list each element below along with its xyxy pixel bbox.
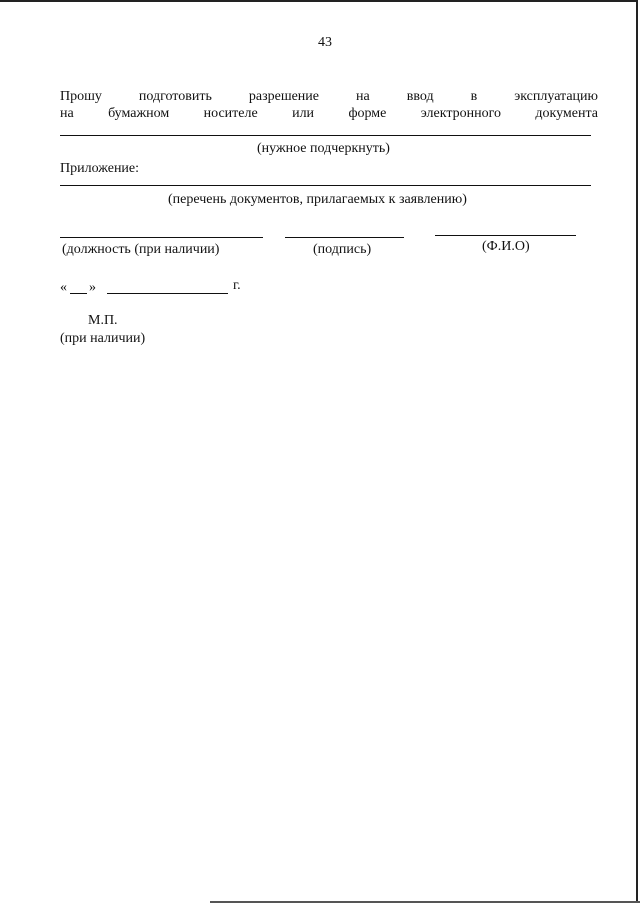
attachment-field[interactable] xyxy=(60,185,591,186)
request-word: эксплуатацию xyxy=(514,89,598,104)
date-close-quote: » xyxy=(89,280,96,295)
request-word: или xyxy=(292,106,315,121)
request-word: Прошу xyxy=(60,89,102,104)
stamp-label: М.П. xyxy=(88,313,118,328)
attachment-hint: (перечень документов, прилагаемых к заявлению) xyxy=(168,192,467,207)
request-word: ввод xyxy=(406,89,434,104)
name-field[interactable] xyxy=(435,235,576,236)
position-label: (должность (при наличии) xyxy=(62,242,220,257)
underline-hint: (нужное подчеркнуть) xyxy=(257,141,390,156)
stamp-note: (при наличии) xyxy=(60,331,146,346)
request-word: на xyxy=(356,89,370,104)
format-underline-field[interactable] xyxy=(60,135,591,136)
date-day-field[interactable] xyxy=(70,293,87,294)
request-word: на xyxy=(60,106,74,121)
request-line-2 xyxy=(60,105,598,122)
request-word: в xyxy=(470,89,478,104)
signature-field[interactable] xyxy=(285,237,404,238)
position-field[interactable] xyxy=(60,237,263,238)
date-month-field[interactable] xyxy=(107,293,228,294)
date-year-suffix: г. xyxy=(233,278,241,293)
signature-label: (подпись) xyxy=(313,242,372,257)
date-open-quote: « xyxy=(60,280,67,295)
name-label: (Ф.И.О) xyxy=(482,239,530,254)
request-word: электронного xyxy=(420,106,501,121)
request-line-1 xyxy=(60,88,598,105)
request-word: разрешение xyxy=(248,89,320,104)
page-bottom-edge xyxy=(210,901,640,903)
request-word: бумажном xyxy=(108,106,170,121)
attachment-label: Приложение: xyxy=(60,161,140,176)
page-number: 43 xyxy=(318,35,332,50)
request-word: носителе xyxy=(203,106,258,121)
request-word: документа xyxy=(535,106,598,121)
request-word: подготовить xyxy=(138,89,212,104)
request-word: форме xyxy=(348,106,387,121)
